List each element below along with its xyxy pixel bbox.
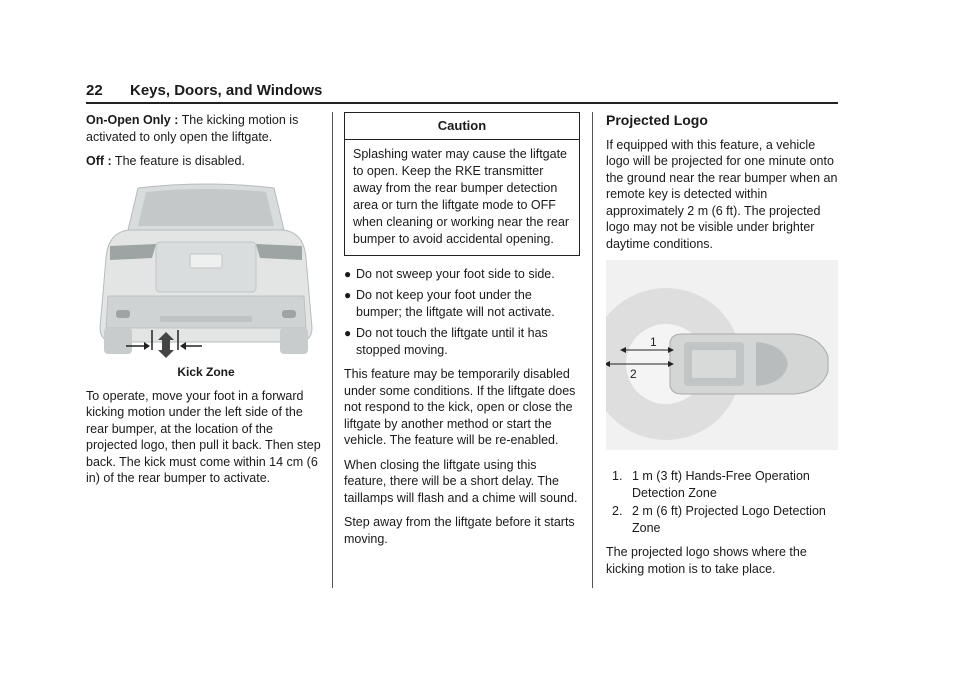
closing-delay-paragraph: When closing the liftgate using this feature, there will be a short delay. The taillamps will flash and a chime will sound. [344, 457, 578, 505]
logo-location-paragraph: The projected logo shows where the kicking motion is to take place. [606, 545, 807, 576]
page-number: 22 [86, 82, 103, 99]
list-number: 2. [612, 504, 623, 518]
caution-title: Caution [345, 113, 579, 140]
list-text: 1 m (3 ft) Hands-Free Operation Detection Zone [632, 469, 810, 500]
list-text: 2 m (6 ft) Projected Logo Detection Zone [632, 504, 826, 535]
caution-box [344, 112, 580, 256]
off-label: Off : [86, 154, 112, 168]
column-divider-1 [332, 112, 333, 588]
bullet-item [344, 287, 580, 320]
page-header [86, 78, 838, 104]
list-item [606, 468, 840, 501]
diagram-label-2: 2 [630, 367, 637, 381]
operate-paragraph: To operate, move your foot in a forward kicking motion under the left side of the rear bumper, at the location of the projected logo, then pull it back. Then step back. The kick must come within 14 cm (6 in) of the rear bumper to activate. [86, 388, 321, 485]
bullet-dot-icon: ● [344, 266, 352, 281]
bullet-dot-icon: ● [344, 288, 352, 302]
projected-logo-paragraph: If equipped with this feature, a vehicle logo will be projected for one minute onto the ground near the rear bumper when an remote key is detected within approximately 2 m (6 ft). The projected logo may not be visible under brighter daytime conditions. [606, 137, 838, 251]
disabled-conditions-paragraph: This feature may be temporarily disabled under some conditions. If the liftgate does not respond to the kick, open or close the liftgate by another method or start the vehicle. The feature will be re-enabled. [344, 367, 576, 447]
kick-zone-figure [86, 178, 326, 378]
section-title: Keys, Doors, and Windows [130, 82, 323, 99]
on-open-only-text: The kicking motion is activated to only open the liftgate. [86, 113, 299, 144]
column-divider-2 [592, 112, 593, 588]
diagram-label-1: 1 [650, 335, 657, 349]
off-paragraph [86, 153, 326, 170]
on-open-only-label: On-Open Only : [86, 113, 179, 127]
vehicle-rear-illustration [86, 178, 326, 362]
bullet-dot-icon: ● [344, 326, 352, 340]
projected-logo-heading: Projected Logo [606, 112, 708, 128]
column-1 [86, 112, 326, 495]
detection-zone-figure [606, 260, 838, 450]
kick-zone-caption: Kick Zone [177, 364, 235, 379]
detection-zone-diagram [606, 260, 838, 450]
list-number: 1. [612, 469, 623, 483]
bullet-text: Do not keep your foot under the bumper; the liftgate will not activate. [356, 288, 555, 319]
bullet-item [344, 266, 580, 283]
on-open-only-paragraph [86, 112, 326, 145]
list-item [606, 503, 840, 536]
bullet-item [344, 325, 580, 358]
step-away-paragraph: Step away from the liftgate before it starts moving. [344, 515, 575, 546]
off-text: The feature is disabled. [111, 154, 245, 168]
bullet-text: Do not touch the liftgate until it has stopped moving. [356, 326, 548, 357]
bullet-text: Do not sweep your foot side to side. [356, 266, 555, 281]
column-2 [344, 112, 580, 555]
caution-body: Splashing water may cause the liftgate to open. Keep the RKE transmitter away from the rear bumper detection area or turn the liftgate mode to OFF when cleaning or working near the rear bumper to avoid accidental opening. [353, 146, 570, 246]
column-3 [606, 112, 840, 585]
